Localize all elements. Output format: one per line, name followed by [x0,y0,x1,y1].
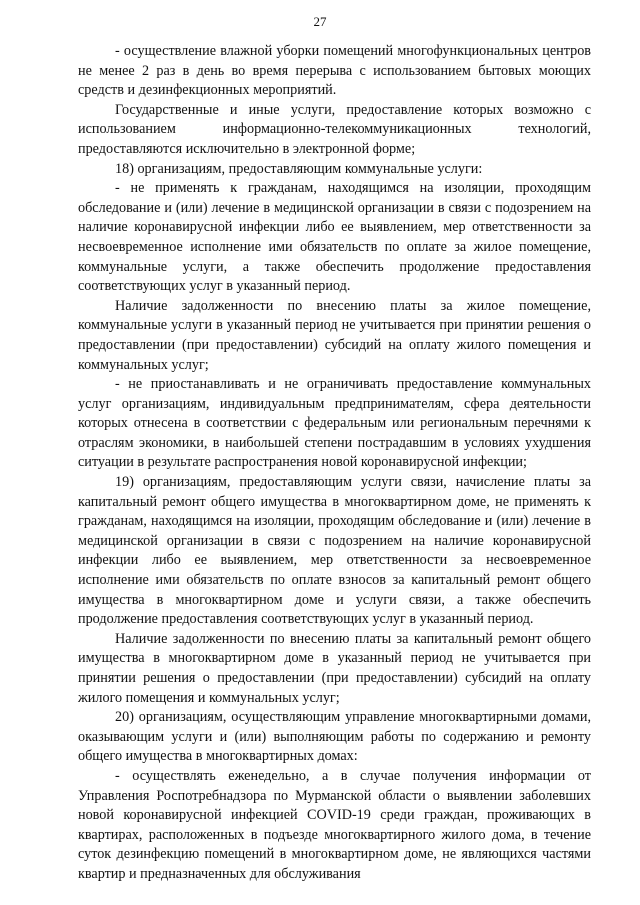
paragraph-item-18-no-penalties: - не применять к гражданам, находящимся на изоляции, проходящим обследование и (или) лечение в медицинской организации в связи с подозрением на наличие коронавирусной инфекции либо ее выявлением, мер ответственности за несвоевременное исполнение ими обязательств по оплате за жилое помещение, коммунальные услуги, а также обеспечить продолжение предоставления соответствующих услуг в указанный период. [78,180,591,295]
paragraph-item-20-heading: 20) организациям, осуществляющим управление многоквартирными домами, оказывающим услуги и (или) выполняющим работы по содержанию и ремонту общего имущества в многоквартирных домах: [78,709,591,765]
paragraph-cleaning-mfc: - осуществление влажной уборки помещений многофункциональных центров не менее 2 раз в день во время перерыва с использованием бытовых моющих средств и дезинфекционных мероприятий. [78,43,591,99]
paragraph-electronic-services: Государственные и иные услуги, предоставление которых возможно с использованием информационно-телекоммуникационных технологий, предоставляются исключительно в электронной форме; [78,101,591,157]
page-number: 27 [313,14,327,29]
paragraph-item-18-heading: 18) организациям, предоставляющим коммунальные услуги: [115,160,483,177]
paragraph-item-18-no-suspension: - не приостанавливать и не ограничивать предоставление коммунальных услуг организациям, индивидуальным предпринимателям, сфера деятельности которых отнесена в соответствии с федеральным или региональным перечнями к отраслям экономики, в наибольшей степени пострадавшим в условиях ухудшения ситуации в результате распространения новой коронавирусной инфекции; [78,376,591,471]
paragraph-item-20-disinfection: - осуществлять еженедельно, а в случае получения информации от Управления Роспотребнадзора по Мурманской области о выявлении заболевших новой коронавирусной инфекцией COVID-19 среди граждан, проживающих в квартирах, расположенных в подъезде многоквартирного жилого дома, в течение суток дезинфекцию помещений в многоквартирном доме, не являющихся частями квартир и предназначенных для обслуживания [78,767,591,882]
paragraph-item-19-debt-repair: Наличие задолженности по внесению платы за капитальный ремонт общего имущества в многоквартирном доме в указанный период не учитывается при принятии решения о предоставлении (при предоставлении) субсидий на оплату жилого помещения и коммунальных услуг; [78,630,591,706]
document-body [78,42,591,885]
paragraph-item-19: 19) организациям, предоставляющим услуги связи, начисление платы за капитальный ремонт общего имущества в многоквартирном доме, не применять к гражданам, находящимся на изоляции, проходящим обследование и (или) лечение в медицинской организации в связи с подозрением на наличие коронавирусной инфекции либо ее выявлением, мер ответственности за несвоевременное исполнение ими обязательств по оплате взносов за капитальный ремонт общего имущества в многоквартирном доме и услуги связи, а также обеспечить продолжение предоставления соответствующих услуг в указанный период. [78,474,591,628]
paragraph-item-18-debt-housing: Наличие задолженности по внесению платы за жилое помещение, коммунальные услуги в указанный период не учитывается при принятии решения о предоставлении (при предоставлении) субсидий на оплату жилого помещения и коммунальных услуг; [78,297,591,373]
